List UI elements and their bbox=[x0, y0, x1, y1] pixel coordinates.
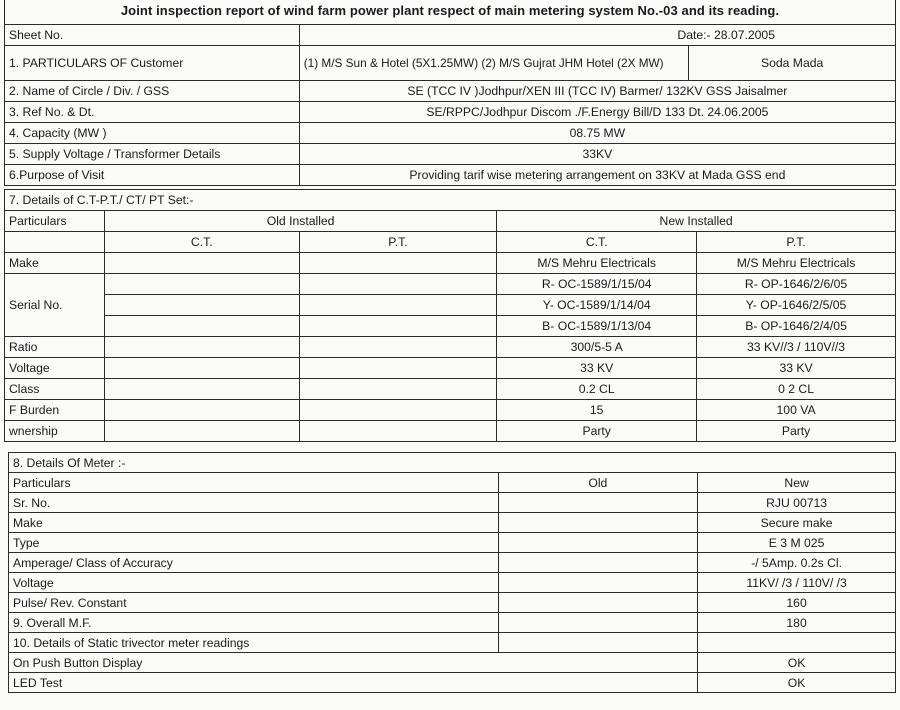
ownership-row bbox=[5, 421, 896, 442]
ctpt-section-title: 7. Details of C.T-P.T./ CT/ PT Set:- bbox=[5, 190, 896, 211]
report-date: Date:- 28.07.2005 bbox=[299, 25, 895, 46]
voltage-label: Voltage bbox=[5, 358, 105, 379]
meter-sr-label: Sr. No. bbox=[9, 493, 499, 513]
meter-amperage-label: Amperage/ Class of Accuracy bbox=[9, 553, 499, 573]
push-button-value: OK bbox=[698, 653, 896, 673]
led-test-label: LED Test bbox=[9, 673, 698, 693]
readings-section-title: 10. Details of Static trivector meter readings bbox=[9, 633, 499, 653]
meter-row bbox=[9, 573, 896, 593]
voltage-row bbox=[5, 358, 896, 379]
class-row bbox=[5, 379, 896, 400]
meter-row bbox=[9, 613, 896, 633]
ownership-label: wnership bbox=[5, 421, 105, 442]
ctpt-subhead-row bbox=[5, 232, 896, 253]
meter-voltage-label: Voltage bbox=[9, 573, 499, 593]
meter-section-title: 8. Details Of Meter :- bbox=[9, 453, 896, 473]
ratio-row bbox=[5, 337, 896, 358]
meter-make-value: Secure make bbox=[698, 513, 896, 533]
serial-pt-b: B- OP-1646/2/4/05 bbox=[697, 316, 896, 337]
meter-row bbox=[9, 513, 896, 533]
ctpt-table bbox=[4, 189, 896, 442]
meter-type-value: E 3 M 025 bbox=[698, 533, 896, 553]
serial-label: Serial No. bbox=[5, 274, 105, 337]
meter-old-label: Old bbox=[498, 473, 698, 493]
meter-make-label: Make bbox=[9, 513, 499, 533]
burden-label: F Burden bbox=[5, 400, 105, 421]
overall-mf-label: 9. Overall M.F. bbox=[9, 613, 499, 633]
meter-section-row bbox=[9, 453, 896, 473]
customer-location: Soda Mada bbox=[689, 46, 896, 81]
meter-sr-value: RJU 00713 bbox=[698, 493, 896, 513]
ratio-label: Ratio bbox=[5, 337, 105, 358]
meter-row bbox=[9, 533, 896, 553]
ownership-pt-value: Party bbox=[697, 421, 896, 442]
new-ct-label: C.T. bbox=[497, 232, 697, 253]
old-ct-label: C.T. bbox=[104, 232, 299, 253]
old-installed-label: Old Installed bbox=[104, 211, 496, 232]
customer-value: (1) M/S Sun & Hotel (5X1.25MW) (2) M/S Gujrat JHM Hotel (2X MW) bbox=[299, 46, 688, 81]
customer-row bbox=[5, 46, 896, 81]
supply-voltage-row bbox=[5, 144, 896, 165]
meter-table bbox=[8, 452, 896, 693]
meter-amperage-value: -/ 5Amp. 0.2s Cl. bbox=[698, 553, 896, 573]
ownership-ct-value: Party bbox=[497, 421, 697, 442]
ctpt-head-row bbox=[5, 211, 896, 232]
new-installed-label: New Installed bbox=[497, 211, 896, 232]
circle-row bbox=[5, 81, 896, 102]
circle-label: 2. Name of Circle / Div. / GSS bbox=[5, 81, 300, 102]
meter-voltage-value: 11KV/ /3 / 110V/ /3 bbox=[698, 573, 896, 593]
readings-section-row bbox=[9, 633, 896, 653]
supply-voltage-label: 5. Supply Voltage / Transformer Details bbox=[5, 144, 300, 165]
class-label: Class bbox=[5, 379, 105, 400]
meter-type-label: Type bbox=[9, 533, 499, 553]
meter-pulse-value: 160 bbox=[698, 593, 896, 613]
ref-row bbox=[5, 102, 896, 123]
ref-label: 3. Ref No. & Dt. bbox=[5, 102, 300, 123]
serial-pt-y: Y- OP-1646/2/5/05 bbox=[697, 295, 896, 316]
ctpt-section-row bbox=[5, 190, 896, 211]
purpose-label: 6.Purpose of Visit bbox=[5, 165, 300, 186]
make-ct-value: M/S Mehru Electricals bbox=[497, 253, 697, 274]
serial-ct-r: R- OC-1589/1/15/04 bbox=[497, 274, 697, 295]
circle-value: SE (TCC IV )Jodhpur/XEN III (TCC IV) Barmer/ 132KV GSS Jaisalmer bbox=[299, 81, 895, 102]
reading-row bbox=[9, 673, 896, 693]
meter-new-label: New bbox=[698, 473, 896, 493]
burden-row bbox=[5, 400, 896, 421]
old-pt-label: P.T. bbox=[299, 232, 497, 253]
ratio-pt-value: 33 KV//3 / 110V//3 bbox=[697, 337, 896, 358]
meter-row bbox=[9, 493, 896, 513]
customer-label: 1. PARTICULARS OF Customer bbox=[5, 46, 300, 81]
capacity-row bbox=[5, 123, 896, 144]
ref-value: SE/RPPC/Jodhpur Discom ./F.Energy Bill/D 133 Dt. 24.06.2005 bbox=[299, 102, 895, 123]
voltage-ct-value: 33 KV bbox=[497, 358, 697, 379]
serial-row bbox=[5, 316, 896, 337]
class-ct-value: 0.2 CL bbox=[497, 379, 697, 400]
push-button-label: On Push Button Display bbox=[9, 653, 698, 673]
purpose-value: Providing tarif wise metering arrangement on 33KV at Mada GSS end bbox=[299, 165, 895, 186]
capacity-value: 08.75 MW bbox=[299, 123, 895, 144]
make-pt-value: M/S Mehru Electricals bbox=[697, 253, 896, 274]
meter-row bbox=[9, 593, 896, 613]
serial-pt-r: R- OP-1646/2/6/05 bbox=[697, 274, 896, 295]
capacity-label: 4. Capacity (MW ) bbox=[5, 123, 300, 144]
new-pt-label: P.T. bbox=[697, 232, 896, 253]
meter-pulse-label: Pulse/ Rev. Constant bbox=[9, 593, 499, 613]
sheet-no-label: Sheet No. bbox=[5, 25, 300, 46]
burden-ct-value: 15 bbox=[497, 400, 697, 421]
meter-row bbox=[9, 553, 896, 573]
make-label: Make bbox=[5, 253, 105, 274]
serial-ct-b: B- OC-1589/1/13/04 bbox=[497, 316, 697, 337]
led-test-value: OK bbox=[698, 673, 896, 693]
class-pt-value: 0 2 CL bbox=[697, 379, 896, 400]
overall-mf-value: 180 bbox=[698, 613, 896, 633]
report-title: Joint inspection report of wind farm power plant respect of main metering system No.-03 and its reading. bbox=[120, 3, 780, 18]
ctpt-particulars-label: Particulars bbox=[5, 211, 105, 232]
serial-row bbox=[5, 274, 896, 295]
voltage-pt-value: 33 KV bbox=[697, 358, 896, 379]
meter-particulars-label: Particulars bbox=[9, 473, 499, 493]
burden-pt-value: 100 VA bbox=[697, 400, 896, 421]
supply-voltage-value: 33KV bbox=[299, 144, 895, 165]
make-row bbox=[5, 253, 896, 274]
meter-head-row bbox=[9, 473, 896, 493]
sheet-row bbox=[5, 25, 896, 46]
purpose-row bbox=[5, 165, 896, 186]
reading-row bbox=[9, 653, 896, 673]
serial-row bbox=[5, 295, 896, 316]
serial-ct-y: Y- OC-1589/1/14/04 bbox=[497, 295, 697, 316]
particulars-table bbox=[4, 24, 896, 186]
ratio-ct-value: 300/5-5 A bbox=[497, 337, 697, 358]
